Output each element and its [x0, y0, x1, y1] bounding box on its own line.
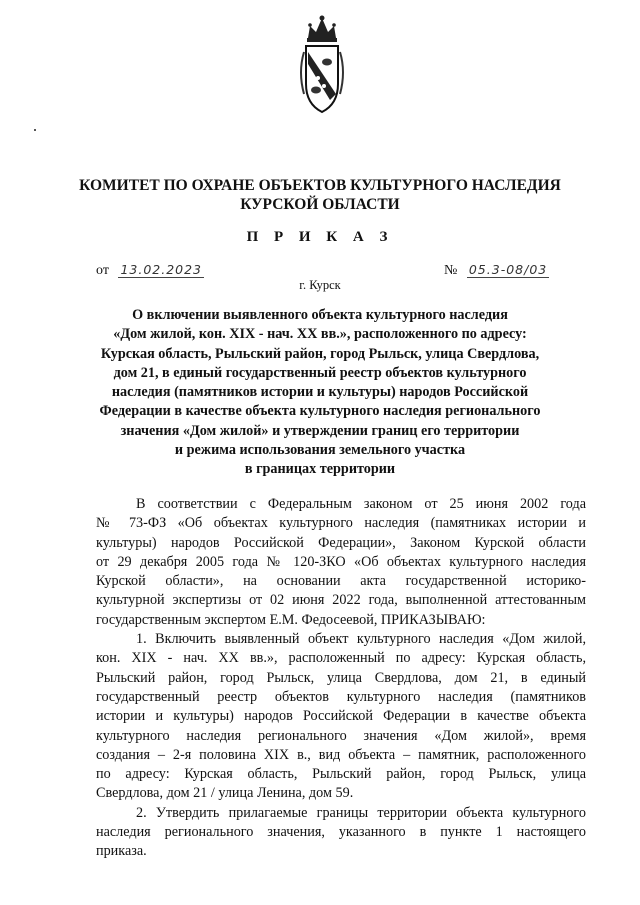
paragraph-item-1	[96, 630, 586, 804]
body-line: Свердлова, дом 21 / улица Ленина, дом 59.	[96, 785, 354, 802]
subject-line: «Дом жилой, кон. XIX - нач. XX вв.», расположенного по адресу:	[113, 326, 527, 343]
kursk-coat-of-arms-icon	[296, 12, 348, 122]
subject-line: в границах территории	[244, 461, 396, 478]
order-subject	[94, 306, 546, 480]
body-line: истории и культуры) народов Российской Федерации в качестве объекта	[96, 708, 586, 725]
body-line: по адресу: Курская область, Рыльский район, город Рыльск, улица	[96, 766, 586, 783]
body-line: 2. Утвердить прилагаемые границы территории объекта культурного	[136, 804, 586, 821]
order-body	[96, 495, 586, 862]
committee-line-2: КУРСКОЙ ОБЛАСТИ	[240, 196, 400, 213]
date-prefix: от	[96, 263, 109, 278]
body-line: создания – 2-я половина XIX в., вид объекта – памятник, расположенного	[96, 746, 586, 763]
paragraph-preamble	[96, 495, 586, 630]
subject-line: Курская область, Рыльский район, город Рыльск, улица Свердлова,	[100, 345, 540, 362]
body-line: кон. XIX - нач. XX вв.», расположенный по адресу: Курская область,	[96, 650, 586, 667]
body-line: приказа.	[96, 843, 147, 860]
number-line	[444, 262, 549, 279]
body-line: В соответствии с Федеральным законом от 25 июня 2002 года	[136, 496, 586, 512]
number-value: 05.3-08/03	[468, 262, 548, 277]
committee-name	[60, 176, 580, 214]
subject-line: Федерации в качестве объекта культурного наследия регионального	[99, 403, 541, 420]
subject-line: дом 21, в единый государственный реестр объектов культурного	[113, 364, 527, 381]
body-line: № 73-ФЗ «Об объектах культурного наследия (памятниках истории и	[96, 515, 586, 532]
scan-speck	[34, 129, 36, 131]
order-title: П Р И К А З	[246, 229, 394, 245]
number-prefix: №	[444, 263, 458, 278]
body-line: наследия регионального значения, указанного в пункте 1 настоящего	[96, 824, 586, 841]
subject-line: значения «Дом жилой» и утверждении границ его территории	[120, 422, 520, 439]
body-line: культуры) народов Российской Федерации», Законом Курской области	[96, 534, 586, 551]
body-line: государственным экспертом Е.М. Федосеевой, ПРИКАЗЫВАЮ:	[96, 611, 486, 628]
paragraph-item-2	[96, 804, 586, 862]
body-line: культурной экспертизы от 02 июня 2022 года, выполненной аттестованным	[96, 592, 586, 609]
body-line: 1. Включить выявленный объект культурного наследия «Дом жилой,	[136, 631, 586, 648]
body-line: государственный реестр объектов культурного наследия (памятников	[96, 688, 586, 705]
body-line: Курской области», на основании акта государственной историко-	[96, 573, 586, 590]
body-line: Рыльский район, город Рыльск, улица Свердлова, дом 21, в единый	[96, 669, 586, 686]
body-line: культурного наследия регионального значения «Дом жилой», время	[96, 727, 586, 744]
committee-line-1: КОМИТЕТ ПО ОХРАНЕ ОБЪЕКТОВ КУЛЬТУРНОГО НАСЛЕДИЯ	[79, 177, 561, 194]
subject-line: и режима использования земельного участка	[174, 442, 466, 459]
date-value: 13.02.2023	[120, 262, 203, 277]
date-line	[96, 262, 204, 279]
subject-line: наследия (памятников истории и культуры) народов Российской	[111, 384, 529, 401]
subject-line: О включении выявленного объекта культурного наследия	[132, 307, 508, 323]
body-line: от 29 декабря 2005 года № 120-ЗКО «Об объектах культурного наследия	[96, 553, 586, 570]
city: г. Курск	[299, 278, 341, 292]
